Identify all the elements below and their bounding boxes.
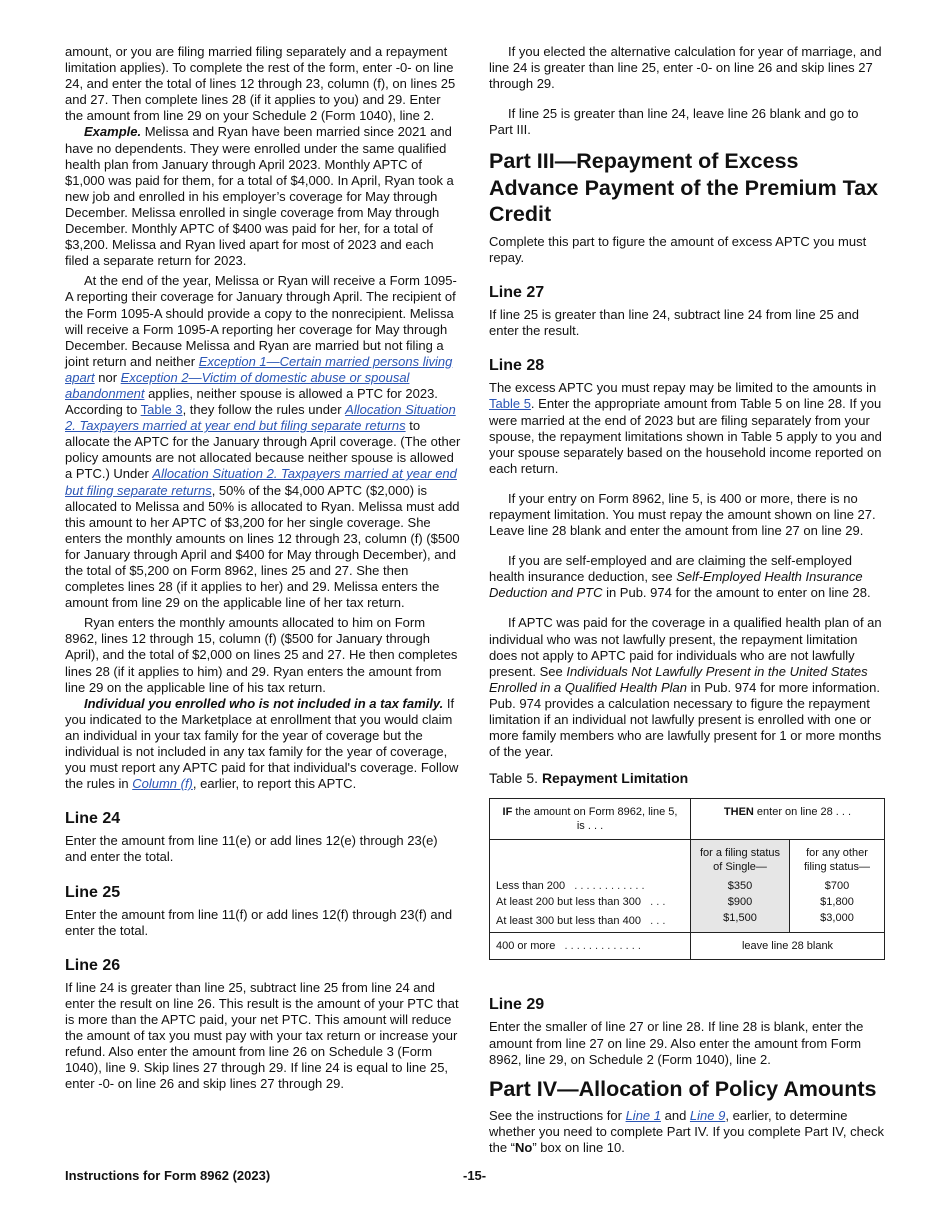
text-run: At the end of the year, Melissa or Ryan will receive a Form 1095-A reporting their coverage for January through April. The recipient of the Form 1095-A should provide a copy to the nonrecipient. Melissa will receive a Form 1095-A reporting her coverage for May through December. Because Melissa and Ryan are married but not filing a joint return and neither xyxy=(65,273,457,369)
cross-reference-link[interactable]: Table 5 xyxy=(489,396,531,412)
header-if-text: the amount on Form 8962, line 5, is . . . xyxy=(512,806,678,833)
table-cell-leave-blank: leave line 28 blank xyxy=(691,933,885,960)
table-header-if xyxy=(490,799,691,840)
text-run: If your entry on Form 8962, line 5, is 400 or more, there is no repayment limitation. You must repay the amount shown on line 27. Leave line 28 blank and enter the amount from line 27 on line 29. xyxy=(489,490,876,539)
table-row-label xyxy=(490,933,691,960)
text-run: If line 25 is greater than line 24, subtract line 24 from line 25 and enter the result. xyxy=(489,307,859,339)
row-label: Less than 200 xyxy=(496,880,566,893)
cross-reference-link[interactable]: Exception 1—Certain married persons living apart xyxy=(65,353,453,385)
paragraph xyxy=(489,234,885,266)
header-if-bold: IF xyxy=(502,806,513,819)
example-paragraph xyxy=(65,124,461,269)
paragraph xyxy=(489,491,885,539)
value-other: $700 xyxy=(790,878,885,894)
leader-dots: . . . . . . . . . . . . xyxy=(574,880,645,893)
text-run: If line 25 is greater than line 24, leave line 26 blank and go to Part III. xyxy=(489,106,859,138)
table-row xyxy=(490,878,885,894)
row-label: At least 300 but less than 400 xyxy=(496,915,641,928)
text-run: in Pub. 974 for more information. Pub. 974 provides a calculation necessary to figure the repayment limitation if an individual not lawfully present is enrolled with one or more family members who are lawfully present for 1 or more months of the year. xyxy=(489,679,882,760)
text-run: Ryan enters the monthly amounts allocated to him on Form 8962, lines 12 through 15, column (f) ($500 for January through April), and the total of $2,000 on lines 25 and 27. He then completes lines 28 (if it applies to him) and 29. Ryan enters the amount from line 29 on the applicable line of his tax return. xyxy=(65,615,458,695)
header-then-text: enter on line 28 . . . xyxy=(753,806,852,819)
left-column xyxy=(65,44,461,1092)
paragraph xyxy=(65,615,461,695)
paragraph xyxy=(489,1108,885,1156)
value-single: $350 xyxy=(691,878,790,894)
value-single: $1,500 xyxy=(691,910,790,933)
table-row-label xyxy=(490,878,691,894)
text-run: If APTC was paid for the coverage in a qualified health plan of an individual who was not lawfully present, the repayment limitation does not apply to APTC paid for individuals who are not lawfully present. See xyxy=(489,615,882,679)
cross-reference-link[interactable]: Exception 2—Victim of domestic abuse or spousal abandonment xyxy=(65,369,410,401)
table-caption-prefix: Table 5. xyxy=(489,770,542,787)
text-run: amount, or you are filing married filing separately and a repayment limitation applies). To complete the rest of the form, enter -0- on line 24, and enter the total of lines 12 through 23, column (f), on lines 25 and 27. Then complete lines 28 (if it applies to you) and 29. Enter the amount from line 29 on your Schedule 2 (Form 1040), line 2. xyxy=(65,44,456,124)
paragraph xyxy=(65,980,461,1093)
column-header-other: for any other filing status— xyxy=(790,840,885,879)
text-run: , earlier, to determine whether you need to complete Part IV. If you complete Part IV, check the “ xyxy=(489,1108,885,1156)
emphasis-text: No xyxy=(515,1140,533,1156)
text-run: and xyxy=(661,1108,690,1124)
repayment-limitation-table xyxy=(489,798,885,960)
footer-form-title: Instructions for Form 8962 (2023) xyxy=(65,1168,271,1183)
table-cell-empty xyxy=(490,840,691,879)
text-run: , they follow the rules under xyxy=(182,402,346,418)
footer-page-number: -15- xyxy=(463,1168,487,1183)
paragraph xyxy=(65,696,461,793)
table-row xyxy=(490,910,885,933)
heading-line-26: Line 26 xyxy=(65,956,121,974)
emphasis-text: Individuals Not Lawfully Present in the United States Enrolled in a Qualified Health Plan xyxy=(489,663,868,695)
text-run: in Pub. 974 for the amount to enter on line 28. xyxy=(602,585,871,601)
text-run: The excess APTC you must repay may be limited to the amounts in xyxy=(489,380,877,396)
text-run: Enter the smaller of line 27 or line 28. If line 28 is blank, enter the amount from line 27 on line 29. Also enter the amount from Form 8962, line 29, on Schedule 2 (Form 1040), line 2. xyxy=(489,1019,864,1067)
text-run: , 50% of the $4,000 APTC ($2,000) is allocated to Melissa and 50% is allocated to Ryan. Melissa must add this amount to her APTC of $3,200 for her single coverage. She enters the monthly amounts on lines 12 through 23, column (f) ($500 for January through April and $400 for May through December), and the total of $5,200 on Form 8962, lines 25 and 27. She then completes lines 28 (if it applies to her) and 29. Melissa enters the amount from line 29 on the applicable line of her tax return. xyxy=(65,482,460,611)
value-other: $1,800 xyxy=(790,894,885,910)
cross-reference-link[interactable]: Line 9 xyxy=(689,1108,726,1124)
paragraph xyxy=(65,44,461,124)
table-row-label xyxy=(490,894,691,910)
paragraph xyxy=(489,615,885,760)
row-label: At least 200 but less than 300 xyxy=(496,896,641,909)
text-run: Enter the amount from line 11(f) or add lines 12(f) through 23(f) and enter the total. xyxy=(65,906,453,938)
heading-line-25: Line 25 xyxy=(65,883,121,901)
table-caption-title: Repayment Limitation xyxy=(541,770,689,787)
emphasis-text: Individual you enrolled who is not included in a tax family. xyxy=(84,695,444,711)
cross-reference-link[interactable]: Allocation Situation 2. Taxpayers married at year end but filing separate returns xyxy=(65,466,457,498)
leader-dots: . . . xyxy=(650,896,666,909)
text-run: See the instructions for xyxy=(489,1108,626,1124)
table-row xyxy=(490,894,885,910)
paragraph xyxy=(65,907,461,939)
text-run: , earlier, to report this APTC. xyxy=(192,776,357,792)
emphasis-text: Example. xyxy=(84,124,142,140)
value-single: $900 xyxy=(691,894,790,910)
text-run: applies, neither spouse is allowed a PTC for 2023. According to xyxy=(65,385,438,418)
cross-reference-link[interactable]: Column (f) xyxy=(132,776,193,792)
text-run: nor xyxy=(94,369,121,385)
heading-part-iii: Part III—Repayment of Excess Advance Payment of the Premium Tax Credit xyxy=(489,149,879,227)
cross-reference-link[interactable]: Allocation Situation 2. Taxpayers married at year end but filing separate returns xyxy=(65,402,456,434)
text-run: If line 24 is greater than line 25, subtract line 25 from line 24 and enter the result on line 26. This result is the amount of your PTC that is more than the APTC paid, your net PTC. This amount will reduce the amount of tax you must pay with your tax return or increase your refund. Also enter the amount from line 26 on Schedule 3 (Form 1040), line 9. Skip lines 27 through 29. If line 24 is equal to line 25, enter -0- on line 26 and skip lines 27 through 29. xyxy=(65,979,459,1092)
text-run: to allocate the APTC for the January through April coverage. (The other policy amounts are not allocated because neither spouse is allowed a PTC.) Under xyxy=(65,418,461,482)
column-header-single: for a filing status of Single— xyxy=(691,840,790,879)
paragraph xyxy=(65,833,461,865)
text-run: Melissa and Ryan have been married since 2021 and have no dependents. They were enrolled under the same qualified health plan from January through April 2023. Monthly APTC of $1,000 was paid for them, for a total of $4,000. In April, Ryan took a new job and enrolled in his employer’s coverage for May through December. Melissa enrolled in single coverage from May through December. Monthly APTC of $400 was paid for her, for a total of $3,200. Melissa and Ryan lived apart for most of 2023 and each filed a separate return for 2023. xyxy=(65,124,454,269)
text-run: Complete this part to figure the amount of excess APTC you must repay. xyxy=(489,233,867,266)
leader-dots: . . . . . . . . . . . . . xyxy=(564,940,641,953)
paragraph xyxy=(489,307,885,339)
paragraph xyxy=(489,553,885,601)
cross-reference-link[interactable]: Line 1 xyxy=(625,1108,661,1124)
heading-line-29: Line 29 xyxy=(489,996,545,1014)
text-run: If you elected the alternative calculation for year of marriage, and line 24 is greater than line 25, enter -0- on line 26 and skip lines 27 through 29. xyxy=(489,44,882,92)
table-row-label xyxy=(490,910,691,933)
paragraph xyxy=(489,44,885,92)
right-column xyxy=(489,44,885,1156)
heading-line-28: Line 28 xyxy=(489,357,545,375)
paragraph xyxy=(65,273,461,611)
row-label: 400 or more xyxy=(496,940,556,953)
table-caption xyxy=(489,770,885,786)
header-then-bold: THEN xyxy=(723,806,754,819)
value-other: $3,000 xyxy=(790,910,885,933)
text-run: If you are self-employed and are claiming the self-employed health insurance deduction, see xyxy=(489,553,852,585)
text-run: If you indicated to the Marketplace at enrollment that you would claim an individual in your tax family for the year of coverage but the individual is not included in any tax family for the year of coverage, you must report any APTC paid for that individual's coverage. Follow the rules in xyxy=(65,695,459,792)
table-header-then xyxy=(691,799,885,840)
text-run: ” box on line 10. xyxy=(532,1140,625,1156)
paragraph xyxy=(489,1019,885,1067)
paragraph xyxy=(489,106,885,138)
heading-line-24: Line 24 xyxy=(65,810,121,828)
heading-part-iv: Part IV—Allocation of Policy Amounts xyxy=(489,1076,877,1101)
cross-reference-link[interactable]: Table 3 xyxy=(140,402,183,418)
text-run: Enter the amount from line 11(e) or add lines 12(e) through 23(e) and enter the total. xyxy=(65,833,438,865)
emphasis-text: Self-Employed Health Insurance Deduction and PTC xyxy=(489,569,863,601)
text-run: . Enter the appropriate amount from Table 5 on line 28. If you were married at the end of 2023 but are filing separately from your spouse, the repayment limitations shown in Table 5 apply to you and your spouse separately based on the household income reported on each return. xyxy=(489,396,882,476)
leader-dots: . . . xyxy=(650,915,666,928)
paragraph xyxy=(489,380,885,477)
heading-line-27: Line 27 xyxy=(489,284,545,302)
